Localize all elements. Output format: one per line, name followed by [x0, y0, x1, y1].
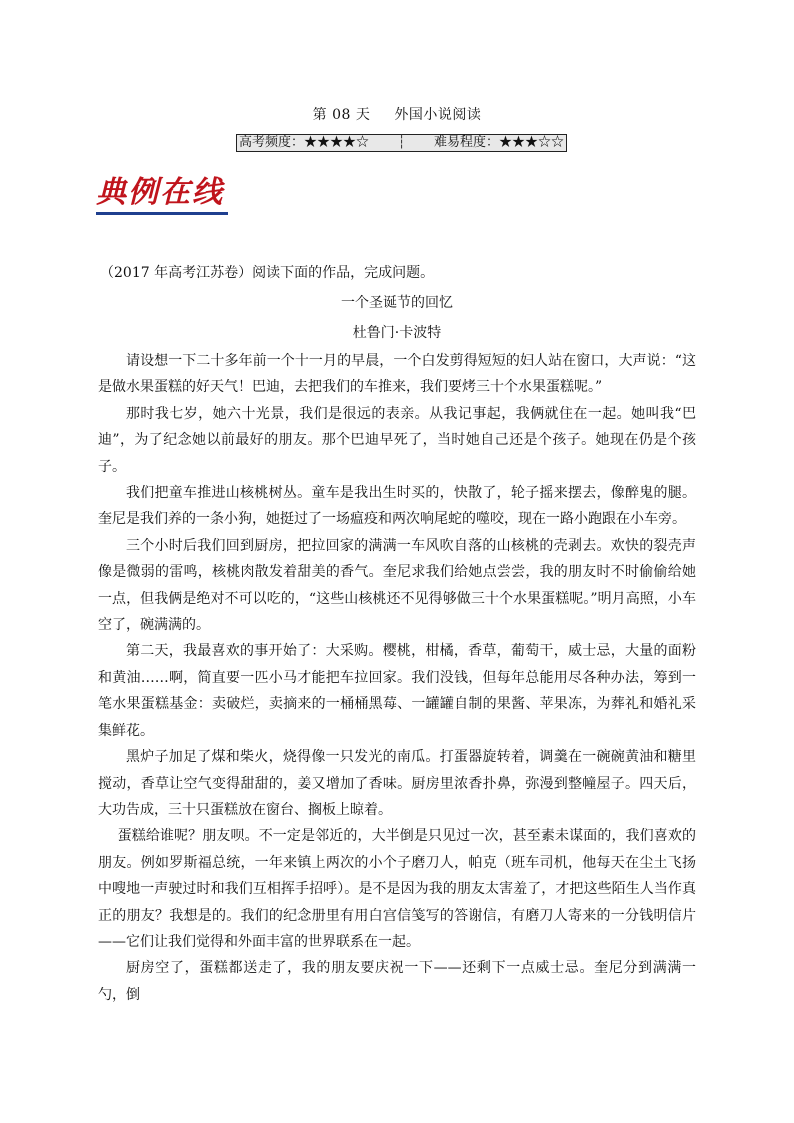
paragraph: 黑炉子加足了煤和柴火，烧得像一只发光的南瓜。打蛋器旋转着，调羹在一碗碗黄油和糖里搅动，香草让空气变得甜甜的，姜又增加了香味。厨房里浓香扑鼻，弥漫到整幢屋子。四天后，大功告成，三十只蛋糕放在窗台、搁板上晾着。	[98, 749, 696, 818]
paragraph: 那时我七岁，她六十光景，我们是很远的表亲。从我记事起，我俩就住在一起。她叫我“巴迪”，为了纪念她以前最好的朋友。那个巴迪早死了，当时她自己还是个孩子。她现在仍是个孩子。	[98, 405, 696, 475]
question-source: （2017 年高考江苏卷）阅读下面的作品，完成问题。	[100, 265, 435, 281]
paragraph: 我们把童车推进山核桃树丛。童车是我出生时买的，快散了，轮子摇来摆去，像醉鬼的腿。奎尼是我们养的一条小狗，她挺过了一场瘟疫和两次响尾蛇的噬咬，现在一路小跑跟在小车旁。	[98, 485, 696, 528]
paragraph: 第二天，我最喜欢的事开始了：大采购。樱桃，柑橘，香草，葡萄干，威士忌，大量的面粉和黄油……啊，简直要一匹小马才能把车拉回家。我们没钱，但每年总能用尽各种办法，筹到一笔水果蛋糕基金：卖破烂，卖摘来的一桶桶黑莓、一罐罐自制的果酱、苹果冻，为葬礼和婚礼采集鲜花。	[98, 643, 696, 739]
story-body	[98, 348, 696, 1008]
frequency-rating: 高考频度：★★★★☆	[239, 135, 370, 150]
difficulty-rating: 难易程度：★★★☆☆	[433, 135, 564, 150]
section-logo-text: 典例在线	[96, 175, 224, 210]
topic-label: 外国小说阅读	[394, 107, 482, 123]
section-logo-underline	[96, 212, 228, 215]
day-title	[0, 104, 794, 124]
section-logo	[96, 176, 230, 218]
story-author: 杜鲁门·卡波特	[352, 325, 442, 341]
rating-separator: ┆	[397, 135, 406, 150]
paragraph: 厨房空了，蛋糕都送走了，我的朋友要庆祝一下——还剩下一点威士忌。奎尼分到满满一勺，倒	[98, 960, 696, 1003]
story-title: 一个圣诞节的回忆	[341, 295, 453, 311]
paragraph: 三个小时后我们回到厨房，把拉回家的满满一车风吹自落的山核桃的壳剥去。欢快的裂壳声像是微弱的雷鸣，核桃肉散发着甜美的香气。奎尼求我们给她点尝尝，我的朋友时不时偷偷给她一点，但我俩是绝对不可以吃的，“这些山核桃还不见得够做三十个水果蛋糕呢。”明月高照，小车空了，碗满满的。	[98, 537, 696, 634]
frequency-difficulty-bar	[236, 134, 567, 152]
paragraph: 蛋糕给谁呢？朋友呗。不一定是邻近的，大半倒是只见过一次，甚至素未谋面的，我们喜欢的朋友。例如罗斯福总统，一年来镇上两次的小个子磨刀人，帕克（班车司机，他每天在尘土飞扬中嗖地一声驶过时和我们互相挥手招呼）。是不是因为我的朋友太害羞了，才把这些陌生人当作真正的朋友？我想是的。我们的纪念册里有用白宫信笺写的答谢信，有磨刀人寄来的一分钱明信片——它们让我们觉得和外面丰富的世界联系在一起。	[98, 828, 696, 950]
paragraph: 请设想一下二十多年前一个十一月的早晨，一个白发剪得短短的妇人站在窗口，大声说：“这是做水果蛋糕的好天气！巴迪，去把我们的车推来，我们要烤三十个水果蛋糕呢。”	[98, 353, 696, 396]
day-label: 第 08 天	[312, 107, 371, 123]
